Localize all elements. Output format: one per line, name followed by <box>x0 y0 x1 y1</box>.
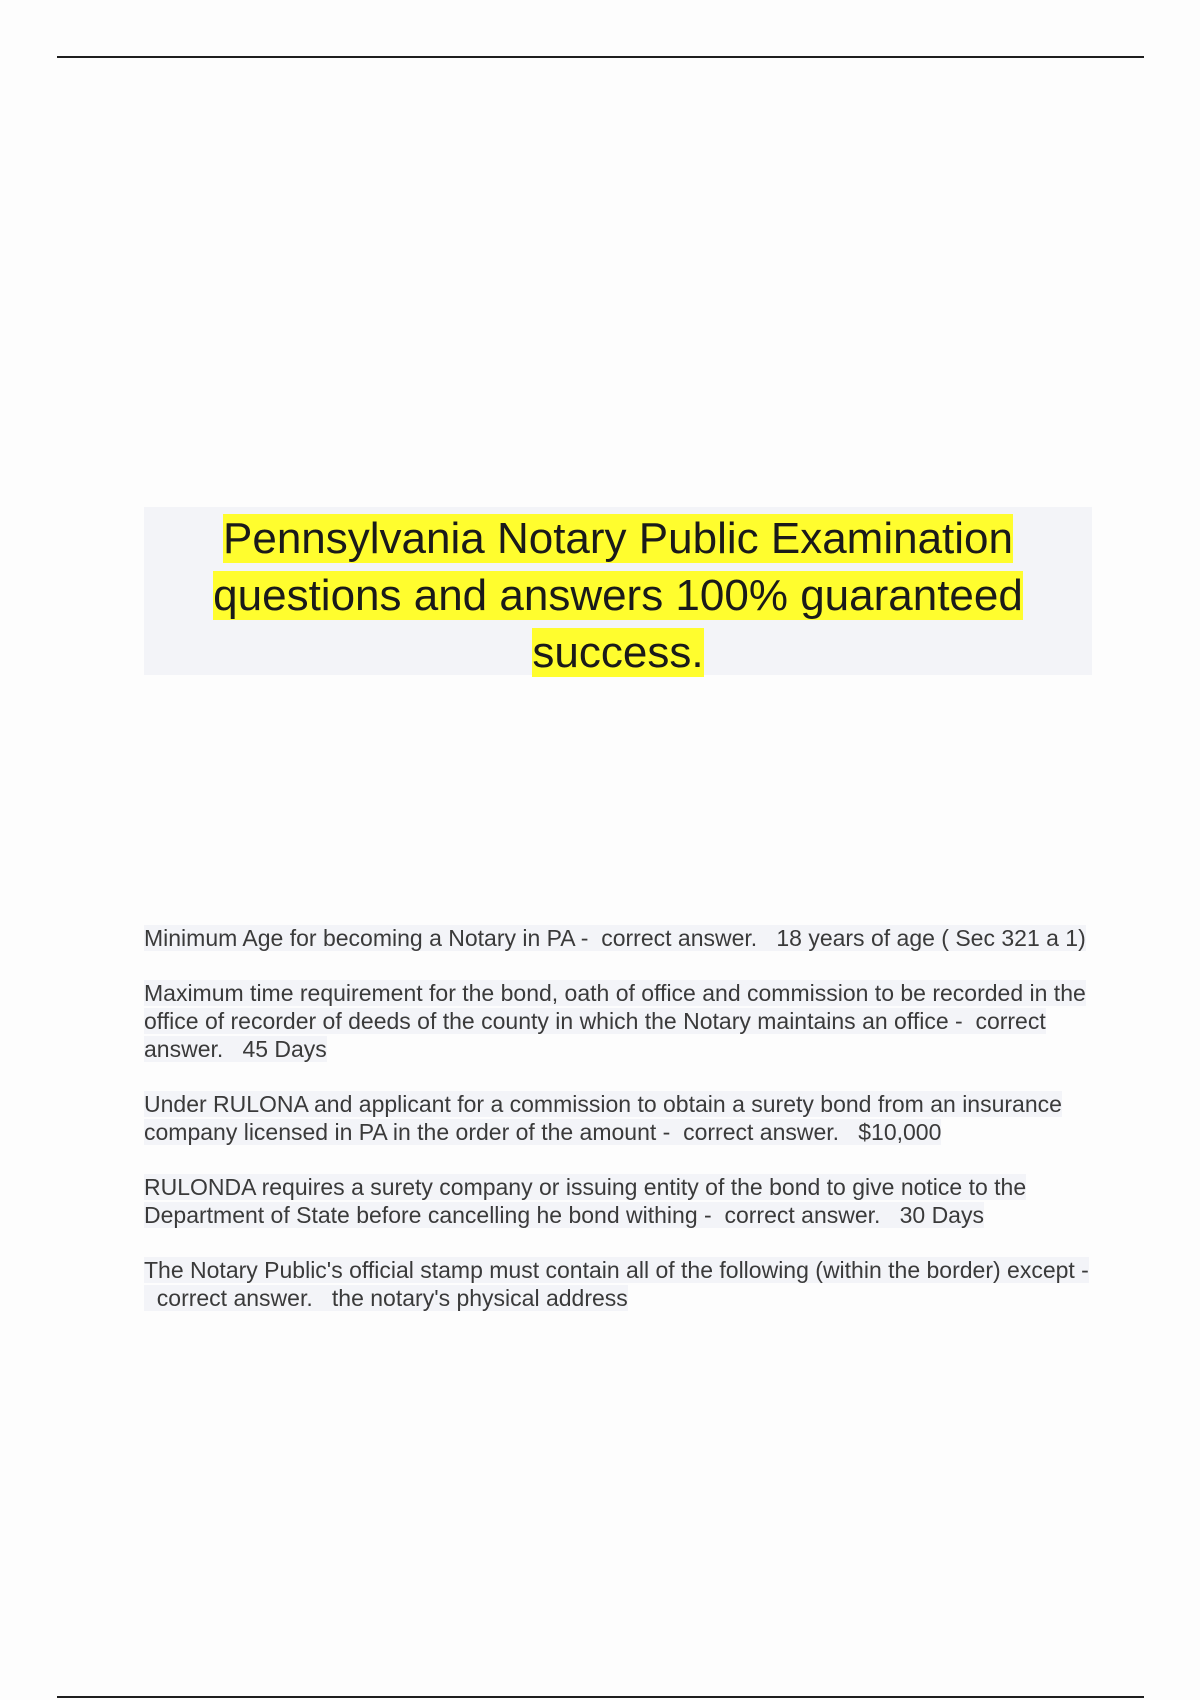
top-rule <box>57 56 1144 58</box>
document-title-highlight: Pennsylvania Notary Public Examination questions and answers 100% guaranteed success. <box>213 514 1023 677</box>
qa-question: RULONDA requires a surety company or issuing entity of the bond to give notice to the Department of State before cancelling he bond withing - <box>144 1174 1027 1228</box>
qa-answer-label: correct answer. <box>156 1285 313 1311</box>
qa-item <box>144 924 1089 952</box>
qa-question: The Notary Public's official stamp must contain all of the following (within the border) except - <box>144 1257 1089 1283</box>
qa-item <box>144 1090 1089 1146</box>
qa-question: Maximum time requirement for the bond, oath of office and commission to be recorded in the office of recorder of deeds of the county in which the Notary maintains an office - <box>144 980 1086 1034</box>
qa-question: Minimum Age for becoming a Notary in PA - <box>144 925 589 951</box>
document-title <box>144 507 1092 681</box>
qa-answer: 30 Days <box>899 1202 984 1228</box>
qa-answer: $10,000 <box>858 1119 942 1145</box>
qa-answer-label: correct answer. <box>683 1119 840 1145</box>
qa-answer: 18 years of age ( Sec 321 a 1) <box>776 925 1086 951</box>
qa-answer-label: correct answer. <box>724 1202 881 1228</box>
qa-item <box>144 1173 1089 1229</box>
title-block <box>144 507 1092 675</box>
bottom-rule <box>57 1696 1144 1698</box>
qa-answer: the notary's physical address <box>331 1285 628 1311</box>
qa-item <box>144 1256 1089 1312</box>
qa-answer-label: correct answer. <box>601 925 758 951</box>
qa-list <box>144 924 1089 1339</box>
qa-answer: 45 Days <box>242 1036 327 1062</box>
qa-item <box>144 979 1089 1063</box>
qa-answer-label: correct answer. <box>144 1008 1046 1062</box>
qa-question: Under RULONA and applicant for a commission to obtain a surety bond from an insurance company licensed in PA in the order of the amount - <box>144 1091 1062 1145</box>
